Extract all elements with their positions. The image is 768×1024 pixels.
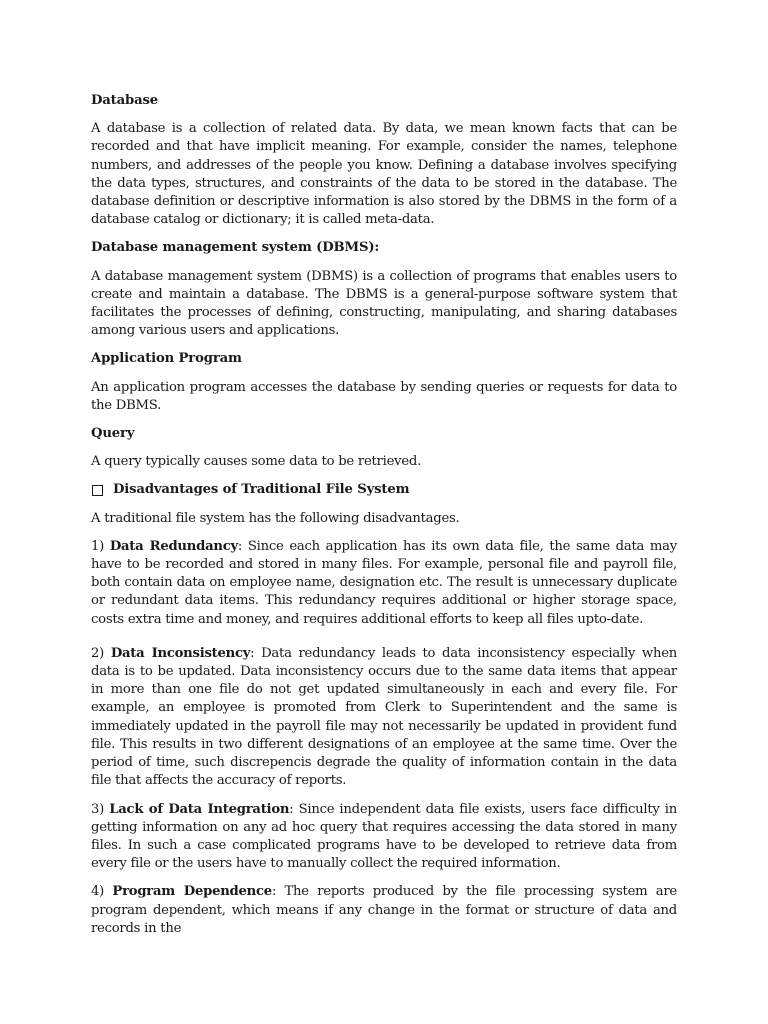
heading-disadvantages bbox=[91, 481, 677, 499]
item-text: : Data redundancy leads to data inconsistency especially when data is to be updated. Data inconsistency occurs due to the same data items that appear in more than one file do not get updated simultaneously in each and every file. For example, an employee is promoted from Clerk to Superintendent and the same is immediately updated in the payroll file may not necessarily be updated in provident fund file. This results in two different designations of an employee at the same time. Over the period of time, such discrepencis degrade the quality of information contain in the data file that affects the accuracy of reports. bbox=[91, 645, 677, 789]
heading-dbms: Database management system (DBMS): bbox=[91, 240, 380, 256]
item-term: Data Inconsistency bbox=[110, 645, 251, 661]
item-term: Program Dependence bbox=[112, 884, 272, 900]
document-page bbox=[91, 92, 677, 948]
heading-database: Database bbox=[91, 93, 158, 108]
list-item-lack-of-data-integration bbox=[91, 801, 677, 874]
item-text: : Since each application has its own data file, the same data may have to be recorded and stored in many files. For example, personal file and payroll file, both contain data on employee name, designation etc. The result is unnecessary duplicate or redundant data items. This redundancy requires additional or higher storage space, costs extra time and money, and requires additional efforts to keep all files upto-date. bbox=[91, 538, 677, 627]
paragraph-database: A database is a collection of related data. By data, we mean known facts that can be recorded and that have implicit meaning. For example, consider the names, telephone numbers, and addresses of the people you know. Defining a database involves specifying the data types, structures, and constraints of the data to be stored in the database. The database definition or descriptive information is also stored by the DBMS in the form of a database catalog or dictionary; it is called meta-data. bbox=[91, 121, 677, 228]
heading-application-program: Application Program bbox=[91, 351, 242, 367]
item-term: Data Redundancy bbox=[109, 538, 238, 554]
item-number: 2) bbox=[91, 645, 111, 661]
list-item-data-redundancy bbox=[91, 538, 677, 629]
paragraph-disadvantages-intro: A traditional file system has the following disadvantages. bbox=[91, 510, 460, 526]
list-item-data-inconsistency bbox=[91, 645, 677, 791]
item-number: 4) bbox=[91, 884, 113, 900]
list-item-program-dependence bbox=[91, 883, 677, 938]
item-term: Lack of Data Integration bbox=[109, 801, 290, 817]
heading-disadvantages-label: Disadvantages of Traditional File System bbox=[113, 482, 410, 498]
heading-query: Query bbox=[91, 426, 135, 442]
checkbox-bullet-icon bbox=[92, 485, 103, 496]
paragraph-query: A query typically causes some data to be retrieved. bbox=[91, 454, 422, 470]
item-number: 1) bbox=[91, 538, 110, 554]
item-number: 3) bbox=[91, 801, 110, 817]
paragraph-application-program: An application program accesses the database by sending queries or requests for data to the DBMS. bbox=[91, 379, 677, 413]
paragraph-dbms: A database management system (DBMS) is a collection of programs that enables users to create and maintain a database. The DBMS is a general-purpose software system that facilitates the processes of defining, constructing, manipulating, and sharing databases among various users and applications. bbox=[91, 268, 677, 339]
item-text: : Since independent data file exists, users face difficulty in getting information on any ad hoc query that requires accessing the data stored in many files. In such a case complicated programs have to be developed to retrieve data from every file or the users have to manually collect the required information. bbox=[91, 801, 677, 872]
item-text: : The reports produced by the file processing system are program dependent, which means if any change in the format or structure of data and records in the bbox=[91, 884, 677, 936]
